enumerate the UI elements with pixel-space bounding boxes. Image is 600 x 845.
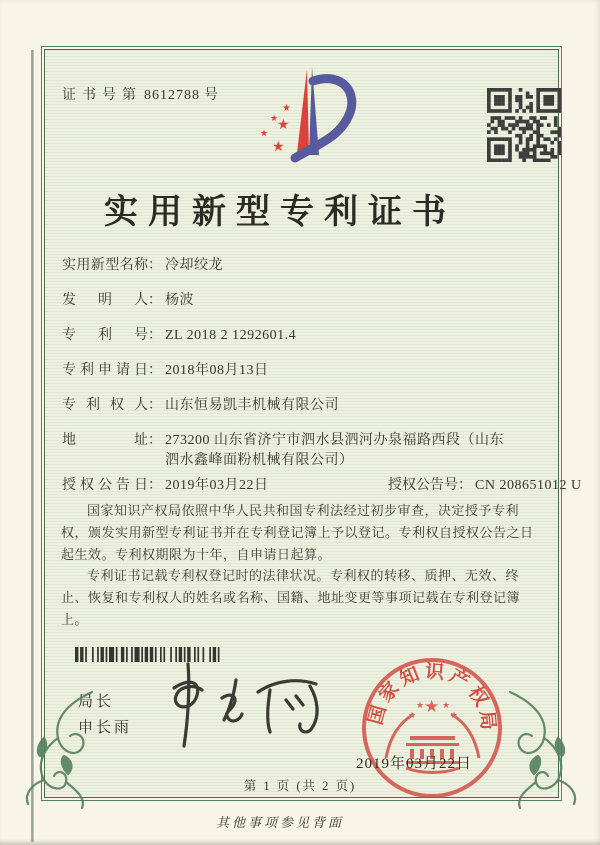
field-row-patentee: 专利权人： 山东恒易凯丰机械有限公司 <box>62 396 532 416</box>
svg-text:★: ★ <box>416 700 425 710</box>
certificate-number-value: 8612788 <box>144 88 200 103</box>
paper-fold-edge <box>31 50 34 842</box>
certificate-number-prefix: 证书号第 <box>62 88 142 103</box>
legal-paragraph-1: 国家知识产权局依照中华人民共和国专利法经过初步审查，决定授予专利权，颁发实用新型专利证书并在专利登记簿上予以登记。专利权自授权公告之日起生效。专利权期限为十年，自申请日起算。 <box>61 503 534 562</box>
svg-text:★: ★ <box>272 140 285 155</box>
field-value-address: 273200 山东省济宁市泗水县泗河办泉福路西段（山东泗水鑫峰面粉机械有限公司） <box>165 433 504 468</box>
signature-handwriting <box>158 658 333 753</box>
page-title: 实用新型专利证书 <box>104 194 456 231</box>
field-list <box>62 256 582 511</box>
cnipa-patent-logo-icon <box>245 58 360 172</box>
page-indicator: 第 1 页 (共 2 页) <box>243 779 357 793</box>
field-value-filing-date: 2018年08月13日 <box>165 363 269 378</box>
field-value-inventor: 杨波 <box>165 293 194 308</box>
legal-paragraph-2: 专利证书记载专利权登记时的法律状况。专利权的转移、质押、无效、终止、恢复和专利权人的姓名或名称、国籍、地址变更等事项记载在专利登记簿上。 <box>61 568 521 627</box>
field-value-grant-number: CN 208651012 U <box>475 478 582 493</box>
field-label: 授权公告号 <box>388 478 458 493</box>
svg-text:★: ★ <box>277 118 290 133</box>
field-value-grant-date: 2019年03月22日 <box>165 478 269 493</box>
seal-text: 国家知识产权局 <box>365 661 499 735</box>
svg-text:★: ★ <box>424 697 440 716</box>
legal-text <box>61 500 539 631</box>
svg-text:★: ★ <box>408 710 417 720</box>
qr-code <box>487 88 561 162</box>
field-label: 专利申请日 <box>62 363 148 378</box>
svg-text:★: ★ <box>260 128 269 138</box>
svg-text:★: ★ <box>450 710 459 720</box>
field-label: 专利号 <box>62 328 148 343</box>
svg-text:★: ★ <box>270 113 279 123</box>
seal-date: 2019年03月22日 <box>356 756 473 772</box>
svg-text:★: ★ <box>442 700 451 710</box>
svg-text:★: ★ <box>282 103 291 114</box>
issuer-title: 局长 <box>78 694 115 710</box>
field-label: 授权公告日 <box>62 478 148 493</box>
field-label: 专利权人 <box>62 398 148 413</box>
field-label: 发明人 <box>62 293 148 308</box>
issuer-name: 申长雨 <box>78 720 133 736</box>
scan-shadow <box>0 839 600 845</box>
field-value-invention-name: 冷却绞龙 <box>165 258 223 273</box>
certificate-number <box>62 84 218 104</box>
field-row-grant: 授权公告日： 2019年03月22日 授权公告号： CN 208651012 U <box>62 476 532 496</box>
back-note: 其他事项参见背面 <box>215 815 344 830</box>
field-row-address: 地址： 273200 山东省济宁市泗水县泗河办泉福路西段（山东泗水鑫峰面粉机械有限公司） <box>62 431 532 471</box>
certificate-number-suffix: 号 <box>204 88 218 103</box>
field-label: 地址 <box>62 433 148 448</box>
field-value-patentee: 山东恒易凯丰机械有限公司 <box>165 398 339 413</box>
field-row-invention-name: 实用新型名称： 冷却绞龙 <box>62 256 532 276</box>
grant-number-pair: 授权公告号： CN 208651012 U <box>388 478 582 493</box>
field-row-patent-number: 专利号： ZL 2018 2 1292601.4 <box>62 326 532 346</box>
field-row-inventor: 发明人： 杨波 <box>62 291 532 311</box>
field-value-patent-number: ZL 2018 2 1292601.4 <box>165 328 297 343</box>
field-row-filing-date: 专利申请日： 2018年08月13日 <box>62 361 532 381</box>
field-label: 实用新型名称 <box>62 258 148 273</box>
